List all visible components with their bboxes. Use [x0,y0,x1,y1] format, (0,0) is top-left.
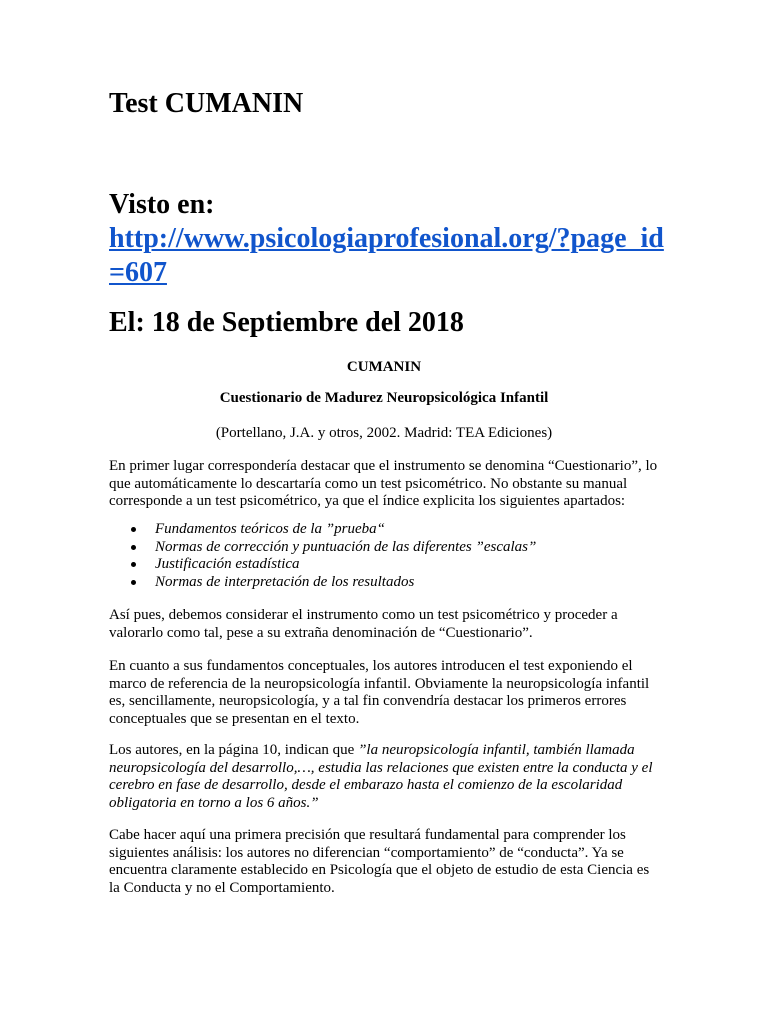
list-item [109,539,669,557]
list-item [109,556,669,574]
page-title: Test CUMANIN [109,88,304,119]
bullet-icon [131,562,136,567]
seen-label: Visto en: [109,189,215,220]
source-link[interactable]: http://www.psicologiaprofesional.org/?page_id=607 [109,223,664,288]
list-item-text: Normas de interpretación de los resultados [155,573,415,590]
paragraph-conclusion: Así pues, debemos considerar el instrumento como un test psicométrico y proceder a valorarlo como tal, pese a su extraña denominación de “Cuestionario”. [109,607,618,641]
bullet-icon [131,545,136,550]
list-item-text: Fundamentos teóricos de la ”prueba“ [155,521,385,537]
list-item [109,521,669,539]
paragraph-intro: En primer lugar correspondería destacar que el instrumento se denomina “Cuestionario”, lo que automáticamente lo descartaría como un test psicométrico. No obstante su manual corresponde a un test psicométrico, ya que el índice explicita los siguientes apartados: [109,458,658,509]
list-item [109,574,669,592]
date-line: El: 18 de Septiembre del 2018 [109,307,464,338]
paragraph-fundamentals: En cuanto a sus fundamentos conceptuales, los autores introducen el test exponiendo el marco de referencia de la neuropsicología infantil. Obviamente la neuropsicología infantil es, sencillamente, neuropsicología, y a tal fin convendría destacar los primeros errores conceptuales que se presentan en el texto. [109,658,650,727]
quote-text: ”la neuropsicología infantil, también llamada neuropsicología del desarrollo,…, estudia las relaciones que existen entre la conducta y el cerebro en fase de desarrollo, desde el embarazo hasta el comienzo de la escolaridad obligatoria en torno a los 6 años.” [109,742,653,811]
paragraph-quote [109,742,659,812]
quote-intro: Los autores, en la página 10, indican que [109,742,359,758]
list-item-text: Normas de corrección y puntuación de las diferentes ”escalas” [155,538,537,555]
list-item-text: Justificación estadística [155,556,300,572]
document-citation: (Portellano, J.A. y otros, 2002. Madrid: TEA Ediciones) [215,425,553,441]
bullet-icon [131,580,136,585]
bullet-icon [131,527,136,532]
document-heading: CUMANIN [346,359,422,375]
document-subtitle: Cuestionario de Madurez Neuropsicológica Infantil [219,390,549,406]
paragraph-precision: Cabe hacer aquí una primera precisión que resultará fundamental para comprender los siguientes análisis: los autores no diferencian “comportamiento” de “conducta”. Ya se encuentra claramente establecido en Psicología que el objeto de estudio de esta Ciencia es la Conducta y no el Comportamiento. [109,827,650,896]
contents-list [109,521,669,591]
